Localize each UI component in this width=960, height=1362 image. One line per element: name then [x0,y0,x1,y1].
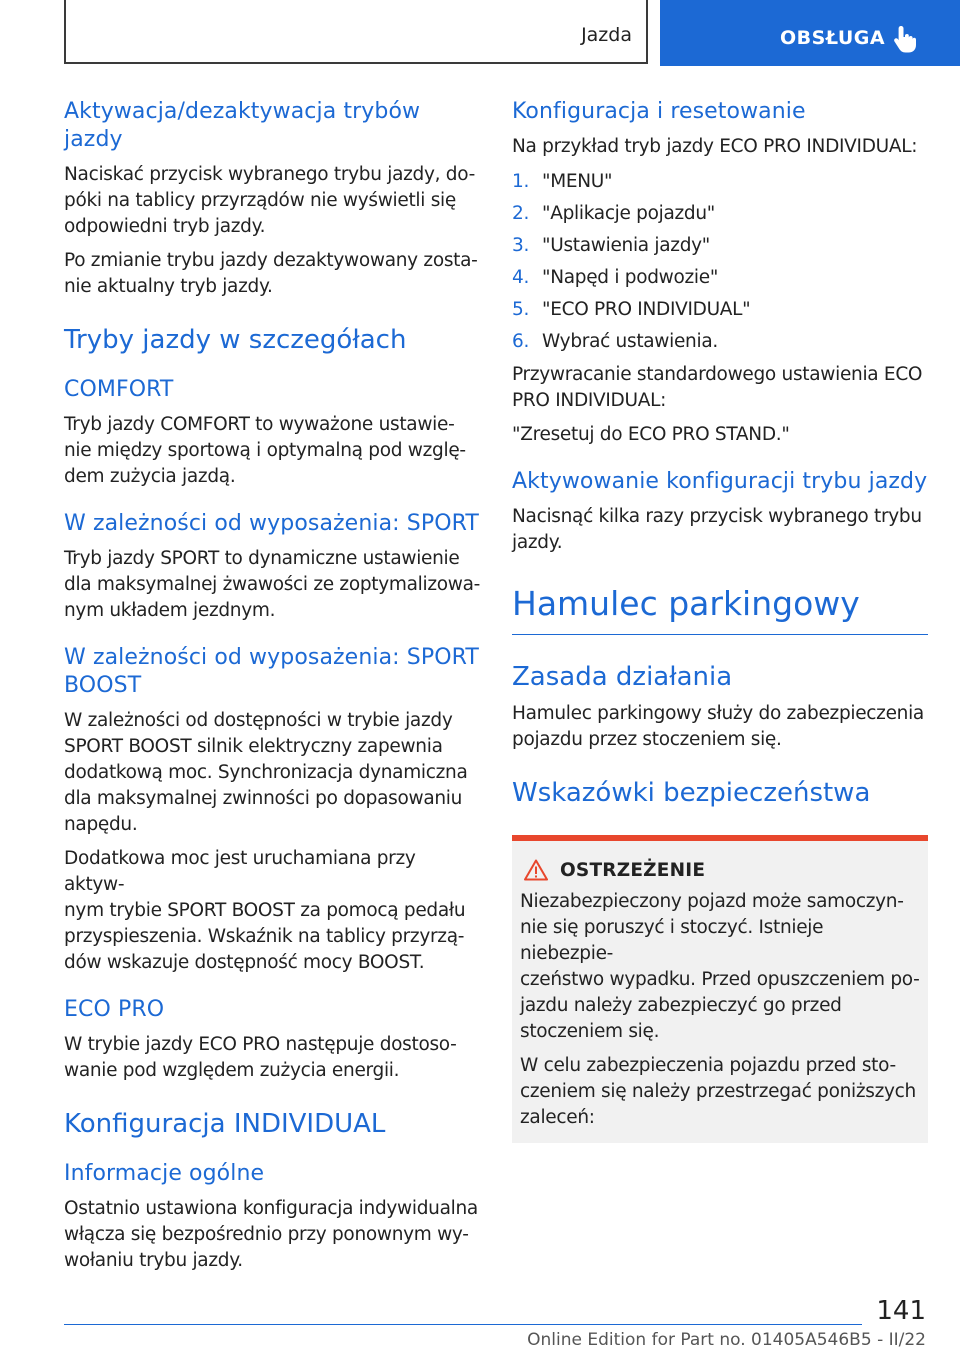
warning-triangle-icon [524,859,548,881]
heading-parking-brake: Hamulec parkingowy [512,584,860,623]
heading-safety: Wskazówki bezpieczeństwa [512,778,871,808]
list-item: 1. "MENU" [512,171,613,192]
list-item: 4. "Napęd i podwozie" [512,267,719,288]
warning-header [520,859,920,881]
footer-rule [64,1324,862,1325]
list-item: 5. "ECO PRO INDIVIDUAL" [512,299,751,320]
heading-general: Informacje ogólne [64,1161,265,1186]
text-example: Na przykład tryb jazdy ECO PRO INDIVIDUAL: [512,136,918,157]
chapter-title: OBSŁUGA [780,27,886,49]
right-column [512,98,928,1143]
chapter-tab [660,0,960,66]
heading-eco-pro: ECO PRO [64,997,165,1022]
warning-box [512,835,928,1143]
list-item: 2. "Aplikacje pojazdu" [512,203,716,224]
warning-text-2: W celu zabezpieczenia pojazdu przed sto- czeniem się należy przestrzegać poniższych zaleceń: [520,1055,916,1128]
steps-list [512,166,928,358]
text-boost-2: Dodatkowa moc jest uruchamiana przy aktyw- nym trybie SPORT BOOST za pomocą pedału przyspieszenia. Wskaźnik na tablicy przyrzą- dów wskazuje dostępność mocy BOOST. [64,848,466,973]
heading-config: Konfiguracja i resetowanie [512,99,806,124]
text-general: Ostatnio ustawiona konfiguracja indywidualna włącza się bezpośrednio przy ponownym wy- wołaniu trybu jazdy. [64,1198,478,1271]
list-item: 3. "Ustawienia jazdy" [512,235,711,256]
text-activation-1: Naciskać przycisk wybranego trybu jazdy, do- póki na tablicy przyrządów nie wyświetli się odpowiedni tryb jazdy. [64,164,475,237]
edition-info: Online Edition for Part no. 01405A546B5 - II/22 [527,1330,926,1350]
text-sport: Tryb jazdy SPORT to dynamiczne ustawienie dla maksymalnej żwawości ze zoptymalizowa- nym układem jezdnym. [64,548,480,621]
text-eco-pro: W trybie jazdy ECO PRO następuje dostoso- wanie pod względem zużycia energii. [64,1034,457,1081]
pointing-hand-icon [893,24,917,54]
left-column [64,98,480,1274]
text-comfort: Tryb jazdy COMFORT to wyważone ustawie- nie między sportową i optymalną pod wzglę- dem zużycia jazdą. [64,414,466,487]
text-activate-config: Nacisnąć kilka razy przycisk wybranego trybu jazdy. [512,506,922,553]
page-header [0,0,960,66]
heading-individual: Konfiguracja INDIVIDUAL [64,1109,386,1139]
heading-activate-config: Aktywowanie konfiguracji trybu jazdy [512,469,928,494]
page-number: 141 [876,1296,926,1326]
section-title: Jazda [581,24,632,46]
list-item: 6. Wybrać ustawienia. [512,331,718,352]
text-reset: "Zresetuj do ECO PRO STAND." [512,424,790,445]
heading-modes: Tryby jazdy w szczegółach [64,325,407,355]
heading-sport: W zależności od wyposażenia: SPORT [64,511,479,536]
warning-text-1: Niezabezpieczony pojazd może samoczyn- nie się poruszyć i stoczyć. Istnieje niebezpie- czeństwo wypadku. Przed opuszczeniem po- jazdu należy zabezpieczyć go przed stoczeniem się. [520,891,920,1042]
heading-principle: Zasada działania [512,662,733,692]
heading-sport-boost: W zależności od wyposażenia: SPORT BOOST [64,645,479,698]
text-boost-1: W zależności od dostępności w trybie jazdy SPORT BOOST silnik elektryczny zapewnia dodatkową moc. Synchronizacja dynamiczna dla maksymalnej zwinności po dopasowaniu napędu. [64,710,468,835]
text-restore: Przywracanie standardowego ustawienia ECO PRO INDIVIDUAL: [512,364,923,411]
text-activation-2: Po zmianie trybu jazdy dezaktywowany zosta- nie aktualny tryb jazdy. [64,250,478,297]
warning-title: OSTRZEŻENIE [560,859,706,881]
section-header-box [64,0,648,64]
heading-comfort: COMFORT [64,377,174,402]
text-principle: Hamulec parkingowy służy do zabezpieczenia pojazdu przez stoczeniem się. [512,703,924,750]
heading-activation: Aktywacja/dezaktywacja trybów jazdy [64,99,421,152]
